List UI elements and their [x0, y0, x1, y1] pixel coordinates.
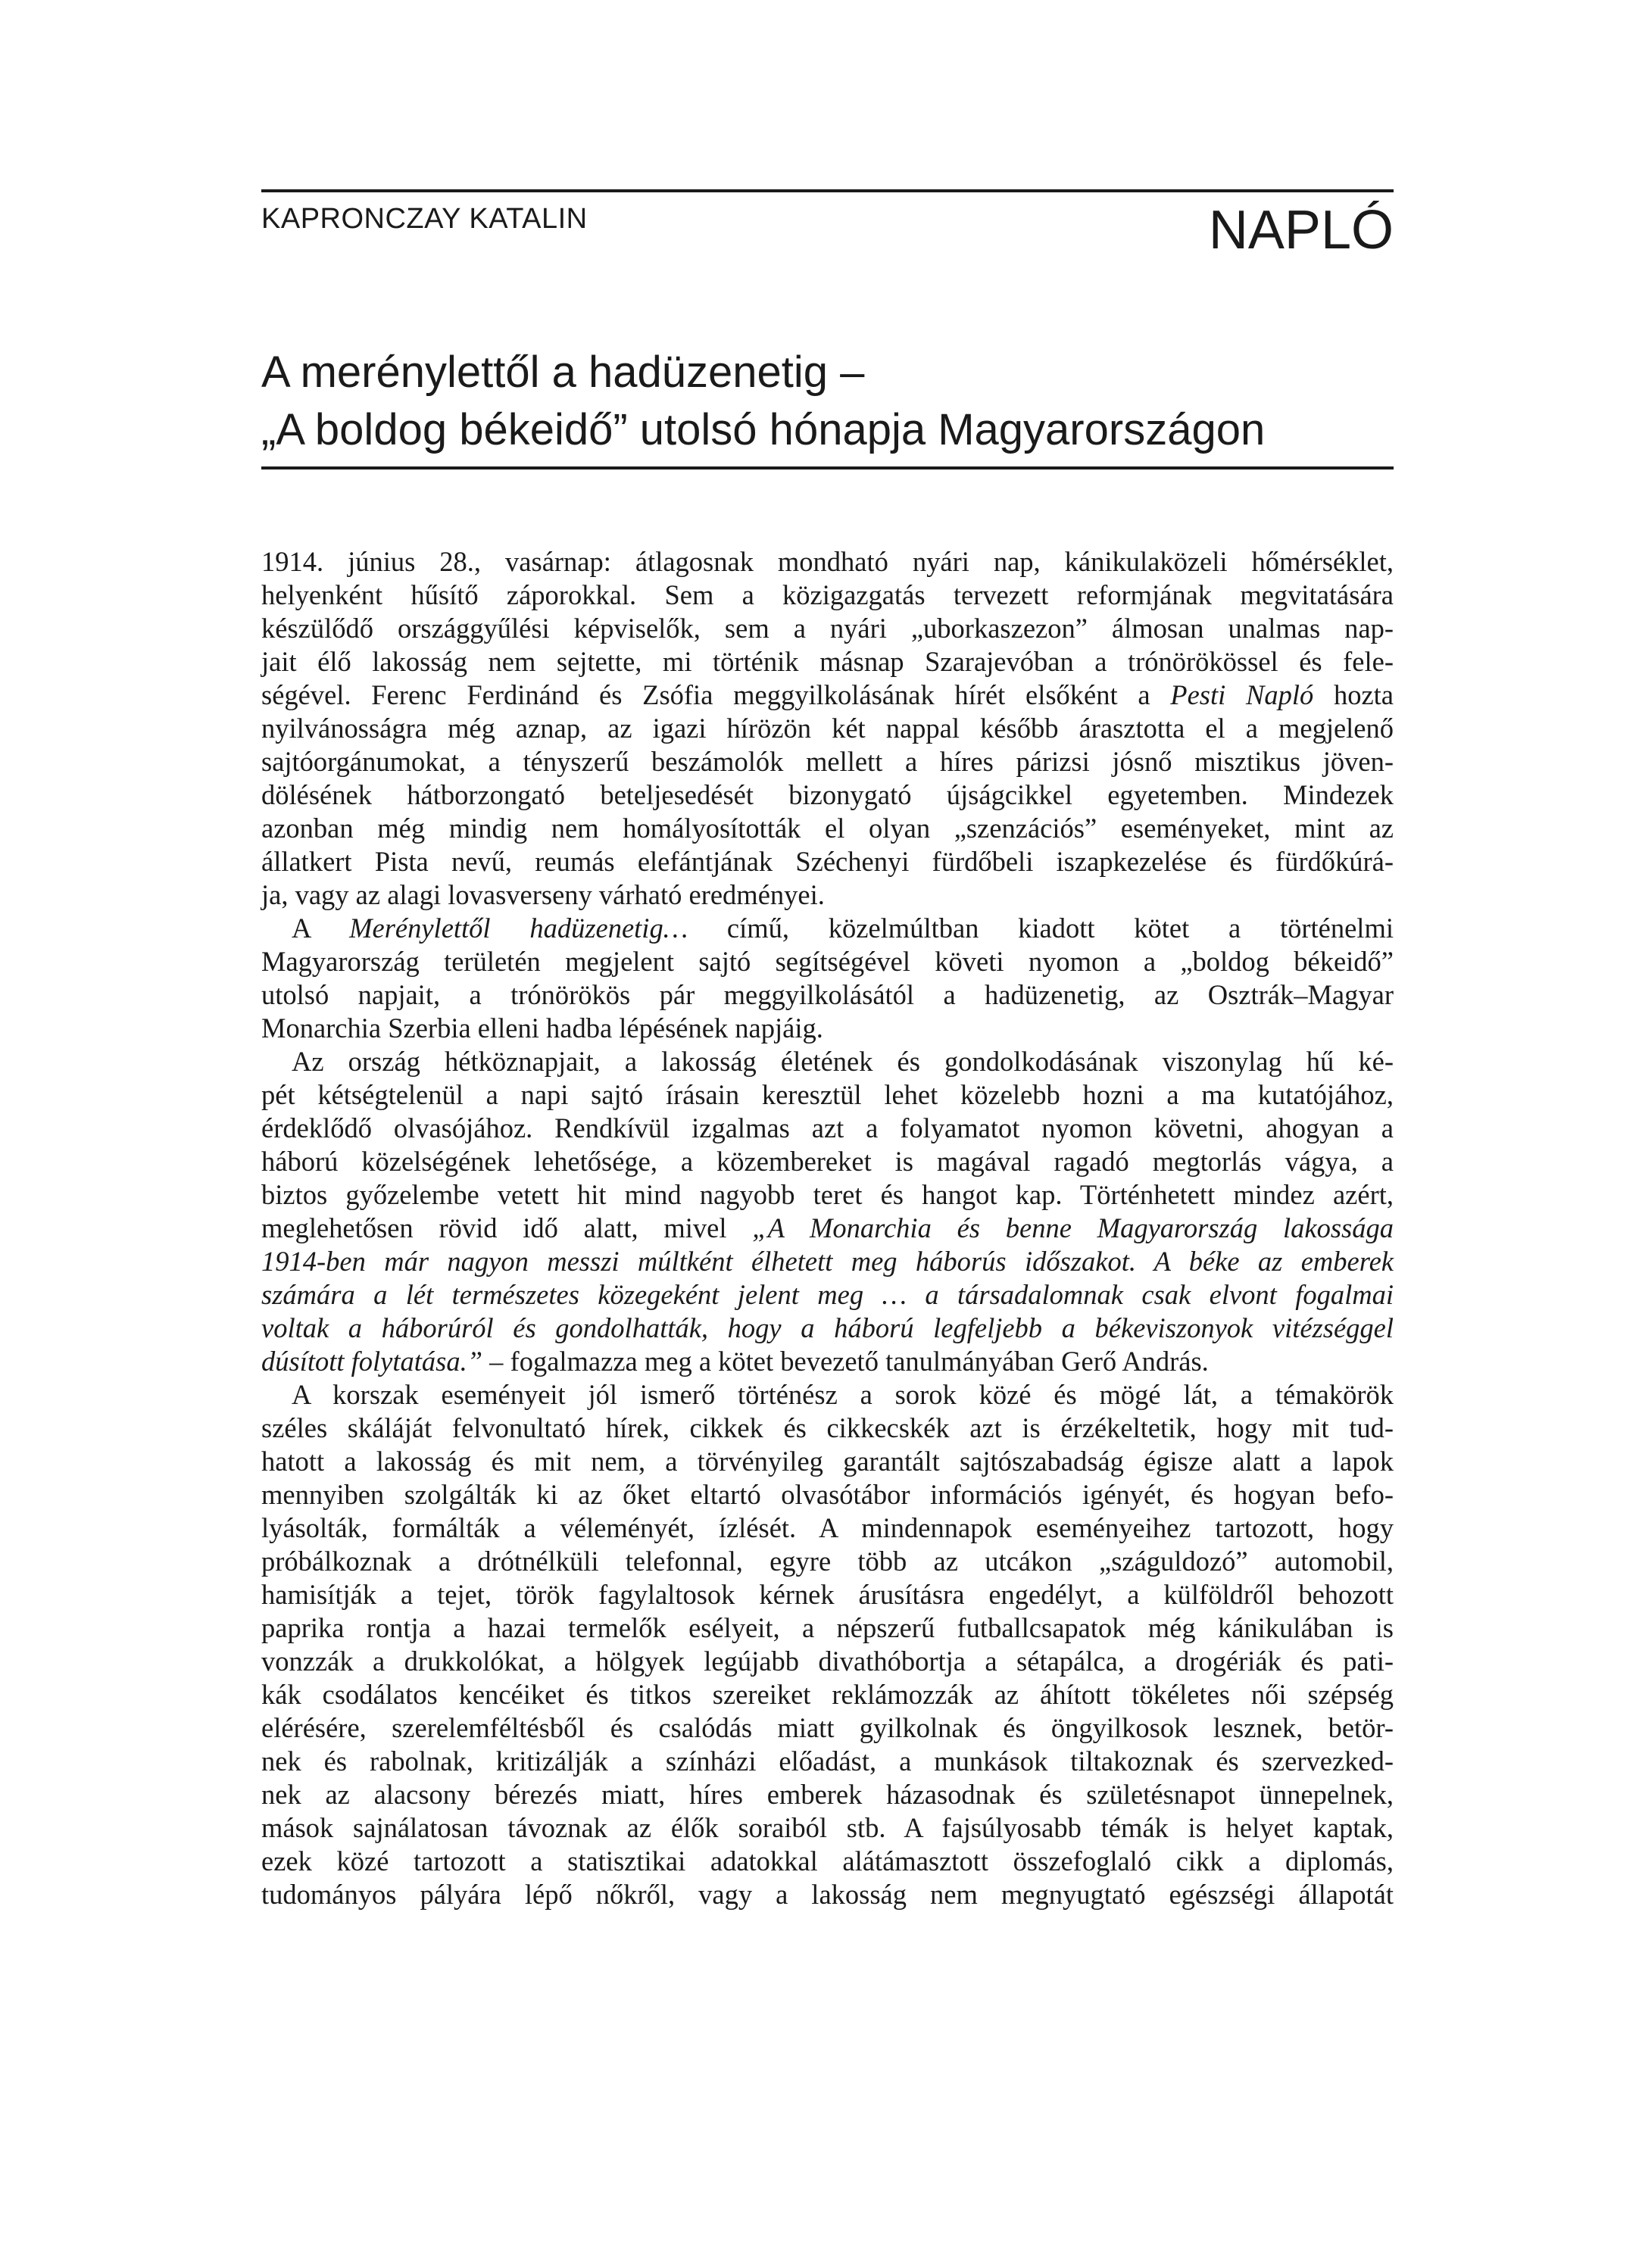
text-run: hozta — [1313, 679, 1394, 710]
text-run: azonban még mindig nem homályosították el olyan „szenzációs” eseményeket, mint az — [261, 813, 1394, 844]
text-run: Magyarország területén megjelent sajtó segítségével követi nyomon a „boldog békeidő” — [261, 946, 1394, 977]
text-line — [261, 1478, 1394, 1511]
text-line — [261, 1811, 1394, 1845]
text-run: vonzzák a drukkolókat, a hölgyek legújabb divathóbortja a sétapálca, a drogériák és pati- — [261, 1646, 1394, 1677]
text-line — [261, 1645, 1394, 1678]
text-line — [261, 1178, 1394, 1212]
text-run: paprika rontja a hazai termelők esélyeit, a népszerű futballcsapatok még kánikulában is — [261, 1612, 1394, 1643]
text-line — [261, 812, 1394, 845]
paragraph — [261, 912, 1394, 1045]
text-run: mások sajnálatosan távoznak az élők soraiból stb. A fajsúlyosabb témák is helyet kaptak, — [261, 1812, 1394, 1843]
text-line — [261, 612, 1394, 645]
text-line — [261, 1245, 1394, 1278]
text-line — [261, 1511, 1394, 1545]
text-run: meglehetősen rövid idő alatt, mivel — [261, 1212, 753, 1243]
text-line — [261, 845, 1394, 878]
text-run: Monarchia Szerbia elleni hadba lépésének napjáig. — [261, 1012, 823, 1044]
text-line — [261, 1878, 1394, 1911]
running-header — [261, 192, 1394, 260]
author-name: KAPRONCZAY KATALIN — [261, 203, 588, 235]
text-run: jait élő lakosság nem sejtette, mi történik másnap Szarajevóban a trónörökössel és fele- — [261, 646, 1394, 677]
text-line — [261, 679, 1394, 712]
text-line — [261, 1212, 1394, 1245]
text-line — [261, 1745, 1394, 1778]
text-line — [261, 745, 1394, 778]
text-line — [261, 1078, 1394, 1112]
text-run: dölésének hátborzongató beteljesedését bizonygató újságcikkel egyetemben. Mindezek — [261, 779, 1394, 810]
title-line-1: A merénylettől a hadüzenetig – — [261, 348, 865, 397]
text-line — [261, 1112, 1394, 1145]
italic-text: Pesti Napló — [1170, 679, 1314, 710]
text-run: nyilvánosságra még aznap, az igazi hírözön két nappal később árasztotta el a megjelenő — [261, 713, 1394, 744]
text-run: elérésére, szerelemféltésből és csalódás miatt gyilkolnak és öngyilkosok lesznek, betör- — [261, 1712, 1394, 1743]
text-run: biztos győzelembe vetett hit mind nagyobb teret és hangot kap. Történhetett mindez azért, — [261, 1179, 1394, 1210]
text-run: A — [292, 913, 350, 944]
text-line — [261, 1412, 1394, 1445]
article-title — [261, 344, 1394, 470]
text-run: sajtóorgánumokat, a tényszerű beszámolók mellett a híres párizsi jósnő misztikus jöven- — [261, 746, 1394, 777]
text-line — [261, 1345, 1394, 1378]
text-line — [261, 1012, 1394, 1045]
section-title: NAPLÓ — [1208, 200, 1394, 260]
text-line — [261, 545, 1394, 579]
text-line — [261, 1778, 1394, 1811]
text-run: érdeklődő olvasójához. Rendkívül izgalmas azt a folyamatot nyomon követni, ahogyan a — [261, 1112, 1394, 1143]
text-run: utolsó napjait, a trónörökös pár meggyilkolásától a hadüzenetig, az Osztrák–Magyar — [261, 979, 1394, 1010]
text-run: tudományos pályára lépő nőkről, vagy a lakosság nem megnyugtató egészségi állapotát — [261, 1879, 1394, 1910]
text-run: próbálkoznak a drótnélküli telefonnal, egyre több az utcákon „száguldozó” automobil, — [261, 1546, 1394, 1577]
paragraph — [261, 1045, 1394, 1378]
text-run: lyásolták, formálták a véleményét, ízlését. A mindennapok eseményeihez tartozott, hogy — [261, 1512, 1394, 1543]
text-run: Az ország hétköznapjait, a lakosság életének és gondolkodásának viszonylag hű ké- — [292, 1046, 1394, 1077]
paragraph — [261, 545, 1394, 912]
text-line — [261, 1611, 1394, 1645]
text-run: mennyiben szolgálták ki az őket eltartó olvasótábor információs igényét, és hogyan befo- — [261, 1479, 1394, 1510]
text-line — [261, 1378, 1394, 1412]
text-line — [261, 712, 1394, 745]
page — [261, 189, 1394, 1911]
text-line — [261, 878, 1394, 912]
text-run: ja, vagy az alagi lovasverseny várható eredményei. — [261, 879, 825, 910]
italic-text: 1914-ben már nagyon messzi múltként élhetett meg háborús időszakot. A béke az emberek — [261, 1246, 1394, 1277]
text-run: állatkert Pista nevű, reumás elefántjának Széchenyi fürdőbeli iszapkezelése és fürdőkúrá- — [261, 846, 1394, 877]
text-run: széles skáláját felvonultató hírek, cikkek és cikkecskék azt is érzékeltetik, hogy mit tud- — [261, 1412, 1394, 1443]
text-line — [261, 1711, 1394, 1745]
text-run: háború közelségének lehetősége, a közembereket is magával ragadó megtorlás vágya, a — [261, 1146, 1394, 1177]
italic-text: számára a lét természetes közegeként jelent meg … a társadalomnak csak elvont fogalmai — [261, 1279, 1394, 1310]
text-line — [261, 912, 1394, 945]
text-line — [261, 1278, 1394, 1312]
text-line — [261, 579, 1394, 612]
text-line — [261, 645, 1394, 679]
text-line — [261, 1045, 1394, 1078]
text-run: hatott a lakosság és mit nem, a törvényileg garantált sajtószabadság égisze alatt a lapok — [261, 1446, 1394, 1477]
text-line — [261, 778, 1394, 812]
text-run: című, közelmúltban kiadott kötet a történelmi — [688, 913, 1394, 944]
text-run: helyenként hűsítő záporokkal. Sem a közigazgatás tervezett reformjának megvitatására — [261, 579, 1394, 610]
text-line — [261, 1578, 1394, 1611]
paragraph — [261, 1378, 1394, 1911]
text-line — [261, 1678, 1394, 1711]
italic-text: dúsított folytatása.” — [261, 1346, 483, 1377]
text-run: 1914. június 28., vasárnap: átlagosnak mondható nyári nap, kánikulaközeli hőmérséklet, — [261, 546, 1394, 577]
text-run: kák csodálatos kencéiket és titkos szereiket reklámozzák az áhított tökéletes női szépség — [261, 1679, 1394, 1710]
text-run: pét kétségtelenül a napi sajtó írásain keresztül lehet közelebb hozni a ma kutatójához, — [261, 1079, 1394, 1110]
article-body — [261, 545, 1394, 1911]
text-line — [261, 1445, 1394, 1478]
italic-text: voltak a háborúról és gondolhatták, hogy a háború legfeljebb a békeviszonyok vitézséggel — [261, 1312, 1394, 1343]
text-run: ségével. Ferenc Ferdinánd és Zsófia meggyilkolásának hírét elsőként a — [261, 679, 1171, 710]
text-run: A korszak eseményeit jól ismerő történész a sorok közé és mögé lát, a témakörök — [292, 1379, 1394, 1410]
text-run: nek és rabolnak, kritizálják a színházi előadást, a munkások tiltakoznak és szervezked- — [261, 1745, 1394, 1777]
text-line — [261, 978, 1394, 1012]
text-run: ezek közé tartozott a statisztikai adatokkal alátámasztott összefoglaló cikk a diplomás, — [261, 1845, 1394, 1876]
text-run: – fogalmazza meg a kötet bevezető tanulmányában Gerő András. — [482, 1346, 1209, 1377]
text-line — [261, 1845, 1394, 1878]
title-line-2: „A boldog békeidő” utolsó hónapja Magyarországon — [261, 405, 1266, 454]
text-run: készülődő országgyűlési képviselők, sem a nyári „uborkaszezon” álmosan unalmas nap- — [261, 613, 1394, 644]
text-line — [261, 1545, 1394, 1578]
italic-text: Merénylettől hadüzenetig… — [349, 913, 688, 944]
text-run: hamisítják a tejet, török fagylaltosok kérnek árusításra engedélyt, a külföldről behozott — [261, 1579, 1394, 1610]
text-line — [261, 1312, 1394, 1345]
text-line — [261, 1145, 1394, 1178]
italic-text: „A Monarchia és benne Magyarország lakossága — [752, 1212, 1394, 1243]
text-run: nek az alacsony bérezés miatt, híres emberek házasodnak és születésnapot ünnepelnek, — [261, 1779, 1394, 1810]
text-line — [261, 945, 1394, 978]
